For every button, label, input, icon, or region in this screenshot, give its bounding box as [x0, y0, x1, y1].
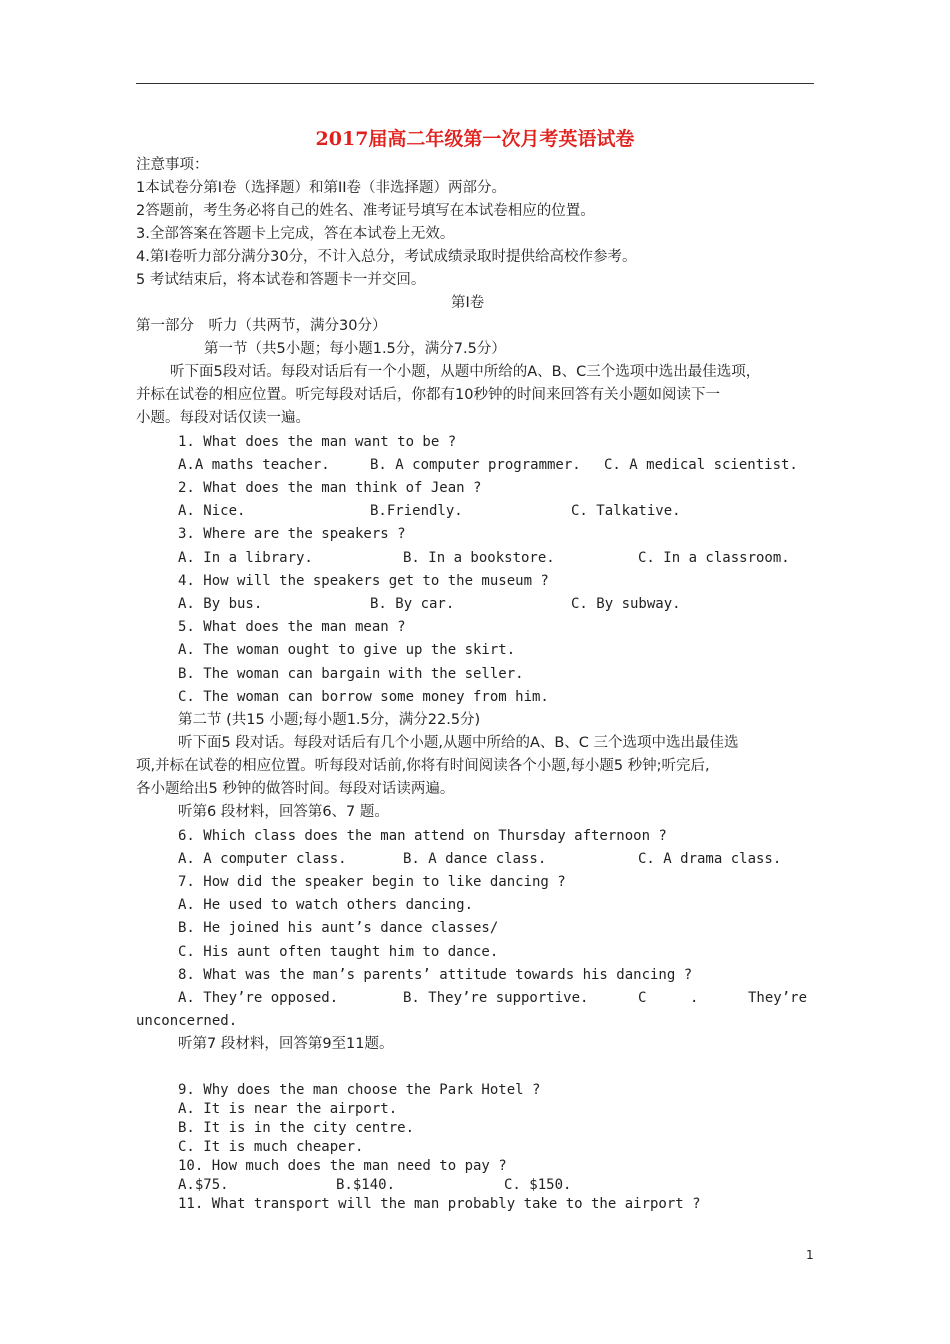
- question: 2. What does the man think of Jean ?: [178, 480, 482, 496]
- option-c: C. $150.: [504, 1177, 572, 1193]
- option-c: C. The woman can borrow some money from him.: [178, 689, 549, 705]
- option-a: A. By bus.: [178, 596, 263, 612]
- option-c: C. In a classroom.: [638, 550, 790, 566]
- question: 10. How much does the man need to pay ?: [178, 1158, 507, 1174]
- option-a: A. The woman ought to give up the skirt.: [178, 642, 516, 658]
- question: 4. How will the speakers get to the museum ?: [178, 573, 549, 589]
- part-heading: 第一部分 听力（共两节，满分30分）: [136, 318, 387, 334]
- exam-title: 2017届高二年级第一次月考英语试卷: [315, 128, 635, 150]
- material-heading: 听第6 段材料，回答第6、7 题。: [178, 804, 389, 820]
- option-b: B. By car.: [370, 596, 455, 612]
- section-heading: 第一节（共5小题；每小题1.5分，满分7.5分）: [204, 341, 506, 357]
- option-a: A. In a library.: [178, 550, 313, 566]
- question: 3. Where are the speakers ?: [178, 526, 406, 542]
- option-a: A. They’re opposed.: [178, 990, 339, 1006]
- option-c: C. It is much cheaper.: [178, 1139, 364, 1155]
- option-c: C. By subway.: [571, 596, 681, 612]
- section-heading: 第二节 (共15 小题;每小题1.5分，满分22.5分): [178, 712, 481, 728]
- option-c: C. A drama class.: [638, 851, 782, 867]
- option-b: B. He joined his aunt’s dance classes/: [178, 920, 499, 936]
- question: 6. Which class does the man attend on Thursday afternoon ?: [178, 828, 667, 844]
- option-a: A. A computer class.: [178, 851, 347, 867]
- instruction-line: 听下面5 段对话。每段对话后有几个小题,从题中所给的A、B、C 三个选项中选出最佳选: [178, 735, 739, 751]
- header-rule: [136, 83, 814, 84]
- option-c: C. His aunt often taught him to dance.: [178, 944, 499, 960]
- instruction-line: 小题。每段对话仅读一遍。: [136, 410, 310, 426]
- option-b: B. It is in the city centre.: [178, 1120, 415, 1136]
- option-b: B. In a bookstore.: [403, 550, 555, 566]
- option-a: A. It is near the airport.: [178, 1101, 398, 1117]
- question: 7. How did the speaker begin to like dancing ?: [178, 874, 566, 890]
- instruction-line: 项,并标在试卷的相应位置。听每段对话前,你将有时间阅读各个小题,每小题5 秒钟;听完后,: [136, 758, 710, 774]
- option-c-dot: .: [690, 990, 699, 1006]
- option-c: C. Talkative.: [571, 503, 681, 519]
- question: 8. What was the man’s parents’ attitude towards his dancing ?: [178, 967, 693, 983]
- option-b: B. A computer programmer.: [370, 457, 581, 473]
- note-item: 3.全部答案在答题卡上完成，答在本试卷上无效。: [136, 226, 455, 242]
- option-b: B. The woman can bargain with the seller.: [178, 666, 524, 682]
- option-a: A. Nice.: [178, 503, 246, 519]
- instruction-line: 并标在试卷的相应位置。听完每段对话后，你都有10秒钟的时间来回答有关小题如阅读下一: [136, 387, 720, 403]
- question: 11. What transport will the man probably take to the airport ?: [178, 1196, 701, 1212]
- material-heading: 听第7 段材料，回答第9至11题。: [178, 1036, 394, 1052]
- option-c-letter: C: [638, 990, 647, 1006]
- note-item: 1本试卷分第I卷（选择题）和第II卷（非选择题）两部分。: [136, 180, 507, 196]
- note-item: 2答题前，考生务必将自己的姓名、准考证号填写在本试卷相应的位置。: [136, 203, 595, 219]
- option-b: B.$140.: [336, 1177, 396, 1193]
- notes-heading: 注意事项：: [136, 157, 209, 173]
- option-a: A. He used to watch others dancing.: [178, 897, 474, 913]
- option-b: B. They’re supportive.: [403, 990, 589, 1006]
- question: 9. Why does the man choose the Park Hotel ?: [178, 1082, 541, 1098]
- page-number: 1: [806, 1248, 814, 1262]
- volume-heading: 第I卷: [451, 295, 485, 311]
- option-b: B.Friendly.: [370, 503, 463, 519]
- option-c-text-cont: unconcerned.: [136, 1013, 238, 1029]
- option-a: A.$75.: [178, 1177, 229, 1193]
- option-c-text: They’re: [748, 990, 808, 1006]
- option-b: B. A dance class.: [403, 851, 547, 867]
- question: 5. What does the man mean ?: [178, 619, 406, 635]
- note-item: 4.第I卷听力部分满分30分，不计入总分，考试成绩录取时提供给高校作参考。: [136, 249, 637, 265]
- instruction-line: 各小题给出5 秒钟的做答时间。每段对话读两遍。: [136, 781, 455, 797]
- note-item: 5 考试结束后，将本试卷和答题卡一并交回。: [136, 272, 426, 288]
- option-c: C. A medical scientist.: [604, 457, 798, 473]
- instruction-line: 听下面5段对话。每段对话后有一个小题，从题中所给的A、B、C三个选项中选出最佳选项，: [170, 364, 761, 380]
- question: 1. What does the man want to be ?: [178, 434, 457, 450]
- option-a: A.A maths teacher.: [178, 457, 330, 473]
